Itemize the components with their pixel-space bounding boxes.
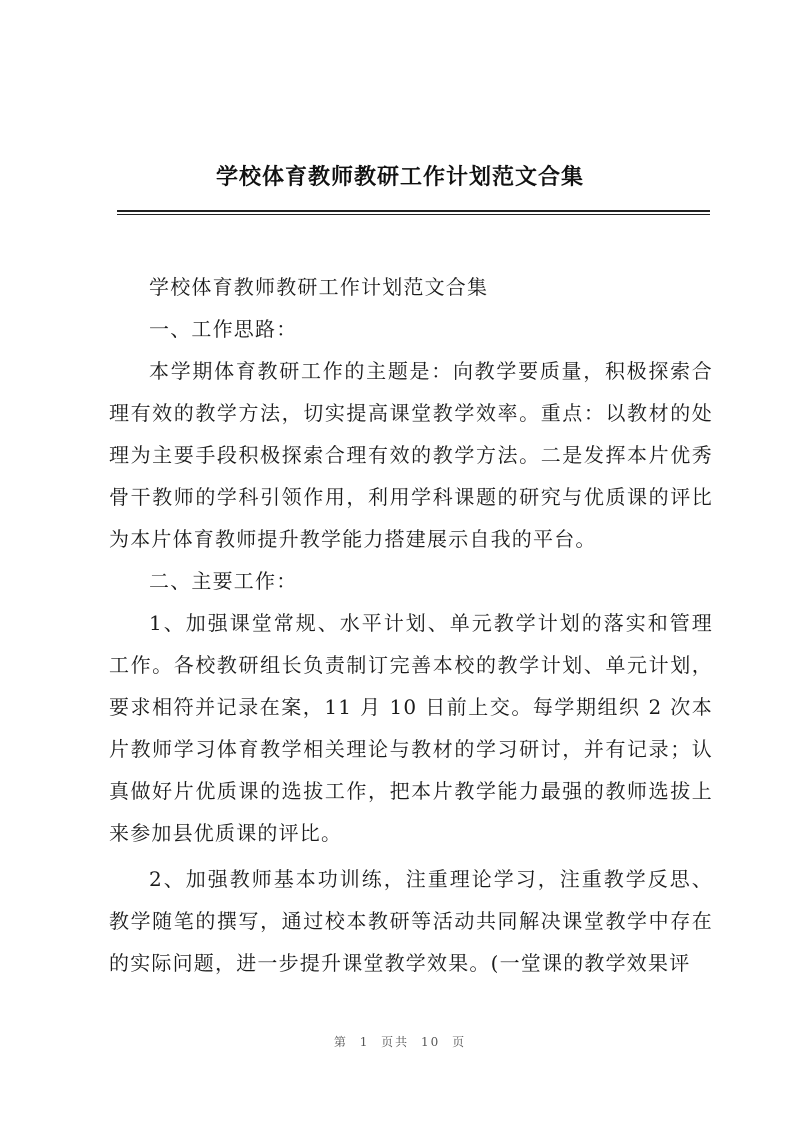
paragraph-1: 本学期体育教研工作的主题是：向教学要质量，积极探索合理有效的教学方法，切实提高课堂教学效率。重点：以教材的处理为主要手段积极探索合理有效的教学方法。二是发挥本片优秀骨干教师的学科引领作用，利用学科课题的研究与优质课的评比为本片体育教师提升教学能力搭建展示自我的平台。 [109, 359, 713, 551]
title-divider-thin [117, 214, 710, 215]
paragraph-2: 1、加强课堂常规、水平计划、单元教学计划的落实和管理工作。各校教研组长负责制订完善本校的教学计划、单元计划，要求相符并记录在案，11 月 10 日前上交。每学期组织 2 次本片教师学习体育教学相关理论与教材的学习研讨，并有记录；认真做好片优质课的选拔工作，把本片教学能力最强的教师选拔上来参加县优质课的评比。 [109, 611, 713, 845]
footer-middle: 页共 [381, 1035, 410, 1049]
paragraph-heading: 学校体育教师教研工作计划范文合集 [149, 275, 489, 299]
document-body [109, 266, 713, 984]
section-heading-2: 二、主要工作： [149, 569, 298, 593]
footer-total-pages: 10 [421, 1035, 441, 1049]
footer-suffix: 页 [452, 1035, 467, 1049]
footer-page-number: 1 [359, 1035, 370, 1049]
footer-prefix: 第 [333, 1035, 348, 1049]
document-title: 学校体育教师教研工作计划范文合集 [215, 165, 584, 190]
section-heading-1: 一、工作思路： [149, 317, 298, 341]
page-footer [0, 1033, 800, 1050]
paragraph-3: 2、加强教师基本功训练，注重理论学习，注重教学反思、教学随笔的撰写，通过校本教研等活动共同解决课堂教学中存在的实际问题，进一步提升课堂教学效果。(一堂课的教学效果评 [109, 867, 713, 975]
title-divider [117, 210, 710, 212]
